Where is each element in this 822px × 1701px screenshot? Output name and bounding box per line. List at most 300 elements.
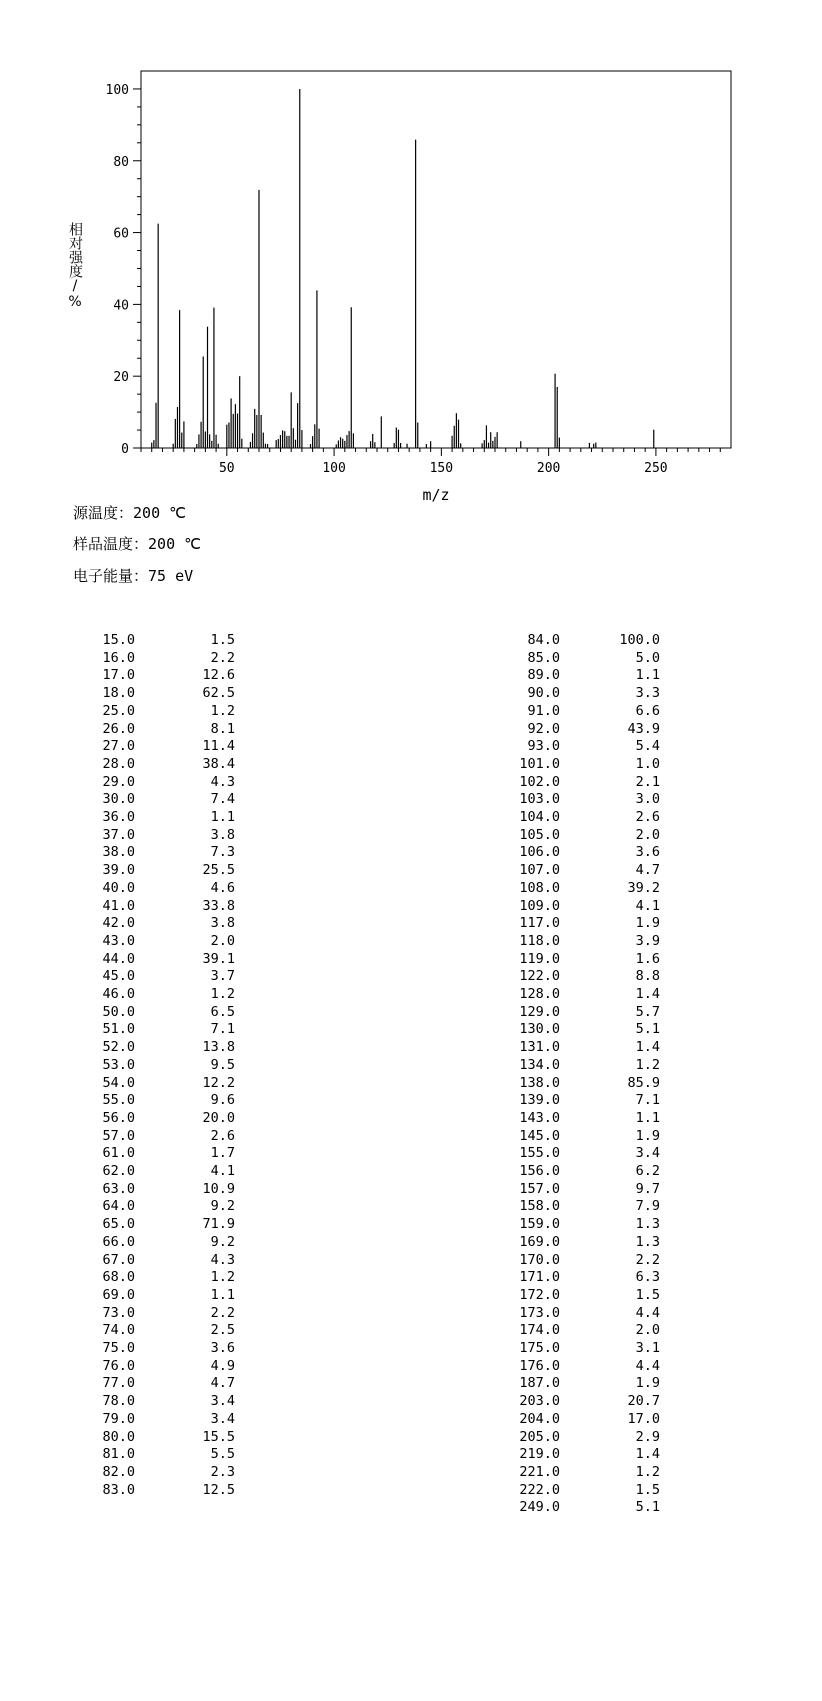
- intensity-value: 2.5: [210, 1322, 235, 1339]
- mz-value: 64.0: [102, 1198, 135, 1215]
- intensity-value: 3.4: [635, 1145, 660, 1162]
- table-row: [500, 915, 660, 933]
- mz-value: 90.0: [527, 685, 560, 702]
- table-row: [75, 667, 235, 685]
- intensity-value: 39.2: [627, 879, 660, 896]
- intensity-value: 3.9: [635, 932, 660, 949]
- mz-value: 27.0: [102, 738, 135, 755]
- intensity-value: 12.2: [202, 1074, 235, 1091]
- table-row: [75, 1252, 235, 1270]
- table-row: [500, 1269, 660, 1287]
- intensity-value: 4.3: [210, 773, 235, 790]
- table-row: [500, 1234, 660, 1252]
- x-tick-label: 200: [536, 461, 561, 476]
- mz-value: 134.0: [519, 1056, 560, 1073]
- sample-temperature-value: 200 ℃: [148, 535, 201, 553]
- intensity-value: 39.1: [202, 950, 235, 967]
- intensity-value: 1.5: [635, 1481, 660, 1498]
- intensity-value: 5.1: [635, 1499, 660, 1516]
- intensity-value: 100.0: [619, 632, 660, 648]
- mz-value: 80.0: [102, 1428, 135, 1445]
- table-row: [500, 880, 660, 898]
- intensity-value: 13.8: [202, 1039, 235, 1056]
- intensity-value: 1.1: [635, 667, 660, 684]
- table-row: [500, 721, 660, 739]
- table-row: [75, 703, 235, 721]
- mz-value: 158.0: [519, 1198, 560, 1215]
- table-row: [75, 898, 235, 916]
- intensity-value: 1.4: [635, 1446, 660, 1463]
- mz-value: 119.0: [519, 950, 560, 967]
- mz-value: 61.0: [102, 1145, 135, 1162]
- mass-spectrum-chart: [0, 0, 822, 510]
- table-row: [500, 844, 660, 862]
- intensity-value: 3.8: [210, 826, 235, 843]
- table-row: [75, 1482, 235, 1500]
- intensity-value: 20.0: [202, 1109, 235, 1126]
- intensity-value: 1.3: [635, 1233, 660, 1250]
- mz-value: 122.0: [519, 968, 560, 985]
- mz-value: 159.0: [519, 1216, 560, 1233]
- intensity-value: 3.0: [635, 791, 660, 808]
- intensity-value: 17.0: [627, 1410, 660, 1427]
- intensity-value: 9.6: [210, 1092, 235, 1109]
- mz-value: 18.0: [102, 685, 135, 702]
- x-tick-label: 150: [429, 461, 454, 476]
- electron-energy-value: 75 eV: [148, 567, 194, 585]
- intensity-value: 5.0: [635, 649, 660, 666]
- mz-value: 157.0: [519, 1180, 560, 1197]
- intensity-value: 5.4: [635, 738, 660, 755]
- intensity-value: 10.9: [202, 1180, 235, 1197]
- table-row: [500, 1446, 660, 1464]
- intensity-value: 2.2: [635, 1251, 660, 1268]
- table-row: [75, 791, 235, 809]
- intensity-value: 1.1: [210, 1286, 235, 1303]
- table-row: [500, 650, 660, 668]
- mz-value: 78.0: [102, 1393, 135, 1410]
- table-row: [500, 1110, 660, 1128]
- table-row: [500, 1358, 660, 1376]
- table-row: [75, 1393, 235, 1411]
- mz-value: 173.0: [519, 1304, 560, 1321]
- intensity-value: 9.5: [210, 1056, 235, 1073]
- table-row: [75, 738, 235, 756]
- table-row: [75, 1110, 235, 1128]
- table-row: [75, 1287, 235, 1305]
- intensity-value: 8.1: [210, 720, 235, 737]
- sample-temperature-label: 样品温度：: [73, 535, 149, 553]
- table-row: [75, 933, 235, 951]
- intensity-value: 1.2: [635, 1056, 660, 1073]
- mz-value: 156.0: [519, 1163, 560, 1179]
- intensity-value: 2.6: [210, 1127, 235, 1144]
- mz-value: 129.0: [519, 1003, 560, 1020]
- mz-value: 205.0: [519, 1428, 560, 1445]
- mz-value: 15.0: [102, 632, 135, 648]
- intensity-value: 11.4: [202, 738, 235, 755]
- sample-temperature: [73, 533, 201, 554]
- intensity-value: 9.2: [210, 1198, 235, 1215]
- mz-value: 172.0: [519, 1286, 560, 1303]
- table-row: [500, 1021, 660, 1039]
- intensity-value: 2.0: [210, 932, 235, 949]
- mz-value: 56.0: [102, 1109, 135, 1126]
- table-row: [75, 1145, 235, 1163]
- intensity-value: 6.5: [210, 1003, 235, 1020]
- intensity-value: 3.8: [210, 915, 235, 932]
- mz-value: 28.0: [102, 755, 135, 772]
- intensity-value: 3.6: [210, 1340, 235, 1356]
- mz-value: 76.0: [102, 1357, 135, 1374]
- table-row: [75, 1092, 235, 1110]
- table-row: [500, 756, 660, 774]
- intensity-value: 2.0: [635, 1322, 660, 1339]
- intensity-value: 12.6: [202, 667, 235, 684]
- intensity-value: 3.3: [635, 685, 660, 702]
- table-row: [500, 933, 660, 951]
- mz-value: 53.0: [102, 1056, 135, 1073]
- mz-value: 104.0: [519, 809, 560, 825]
- mz-value: 43.0: [102, 932, 135, 949]
- mz-value: 46.0: [102, 986, 135, 1002]
- table-row: [500, 809, 660, 827]
- table-row: [75, 1057, 235, 1075]
- intensity-value: 7.1: [210, 1021, 235, 1038]
- mz-value: 204.0: [519, 1410, 560, 1427]
- intensity-value: 1.9: [635, 1127, 660, 1144]
- electron-energy-label: 电子能量：: [73, 567, 149, 585]
- table-row: [500, 685, 660, 703]
- mz-value: 175.0: [519, 1340, 560, 1356]
- intensity-value: 12.5: [202, 1481, 235, 1498]
- intensity-value: 1.5: [635, 1286, 660, 1303]
- intensity-value: 2.1: [635, 773, 660, 790]
- table-row: [75, 915, 235, 933]
- intensity-value: 1.5: [210, 632, 235, 648]
- table-row: [500, 738, 660, 756]
- intensity-value: 1.2: [210, 986, 235, 1002]
- y-tick-label: 0: [121, 442, 129, 457]
- table-row: [500, 774, 660, 792]
- mz-value: 83.0: [102, 1481, 135, 1498]
- table-row: [75, 986, 235, 1004]
- mz-value: 84.0: [527, 632, 560, 648]
- mz-value: 174.0: [519, 1322, 560, 1339]
- table-row: [75, 880, 235, 898]
- intensity-value: 5.7: [635, 1003, 660, 1020]
- intensity-value: 38.4: [202, 755, 235, 772]
- y-tick-label: 60: [113, 226, 129, 242]
- mz-value: 249.0: [519, 1499, 560, 1516]
- intensity-value: 20.7: [627, 1393, 660, 1410]
- mz-value: 57.0: [102, 1127, 135, 1144]
- mz-value: 82.0: [102, 1463, 135, 1480]
- table-row: [500, 1092, 660, 1110]
- y-axis-label-group: [67, 221, 83, 310]
- mz-value: 30.0: [102, 791, 135, 808]
- y-axis-label: 相对强度/%: [67, 222, 83, 310]
- table-row: [500, 1287, 660, 1305]
- mz-value: 91.0: [527, 702, 560, 719]
- table-row: [75, 809, 235, 827]
- table-row: [500, 1252, 660, 1270]
- intensity-value: 4.1: [635, 897, 660, 914]
- intensity-value: 7.4: [210, 791, 235, 808]
- intensity-value: 25.5: [202, 862, 235, 879]
- mz-value: 65.0: [102, 1216, 135, 1233]
- table-row: [75, 1375, 235, 1393]
- mz-value: 40.0: [102, 879, 135, 896]
- mz-value: 138.0: [519, 1074, 560, 1091]
- mz-value: 16.0: [102, 649, 135, 666]
- mz-value: 44.0: [102, 950, 135, 967]
- intensity-value: 2.2: [210, 649, 235, 666]
- mz-value: 130.0: [519, 1021, 560, 1038]
- intensity-value: 1.6: [635, 950, 660, 967]
- mz-value: 169.0: [519, 1233, 560, 1250]
- table-row: [500, 827, 660, 845]
- mz-value: 106.0: [519, 844, 560, 861]
- plot-frame: [141, 71, 731, 448]
- table-row: [75, 632, 235, 650]
- table-row: [75, 968, 235, 986]
- intensity-value: 4.4: [635, 1357, 660, 1374]
- intensity-value: 3.1: [635, 1340, 660, 1356]
- mz-value: 17.0: [102, 667, 135, 684]
- mz-value: 26.0: [102, 720, 135, 737]
- intensity-value: 6.3: [635, 1269, 660, 1286]
- intensity-value: 3.4: [210, 1393, 235, 1410]
- intensity-value: 43.9: [627, 720, 660, 737]
- mz-value: 170.0: [519, 1251, 560, 1268]
- mz-value: 25.0: [102, 702, 135, 719]
- mz-value: 39.0: [102, 862, 135, 879]
- mz-value: 89.0: [527, 667, 560, 684]
- table-row: [500, 1216, 660, 1234]
- intensity-value: 9.2: [210, 1233, 235, 1250]
- intensity-value: 71.9: [202, 1216, 235, 1233]
- mz-value: 187.0: [519, 1375, 560, 1392]
- intensity-value: 9.7: [635, 1180, 660, 1197]
- intensity-value: 4.7: [210, 1375, 235, 1392]
- intensity-value: 7.3: [210, 844, 235, 861]
- intensity-value: 8.8: [635, 968, 660, 985]
- table-row: [500, 1004, 660, 1022]
- table-row: [500, 1322, 660, 1340]
- table-row: [500, 632, 660, 650]
- y-tick-label: 40: [113, 298, 129, 314]
- intensity-value: 2.2: [210, 1304, 235, 1321]
- mz-value: 102.0: [519, 773, 560, 790]
- table-row: [500, 1429, 660, 1447]
- intensity-value: 6.6: [635, 702, 660, 719]
- mz-value: 203.0: [519, 1393, 560, 1410]
- intensity-value: 2.3: [210, 1463, 235, 1480]
- table-row: [500, 898, 660, 916]
- table-row: [500, 951, 660, 969]
- intensity-value: 4.3: [210, 1251, 235, 1268]
- intensity-value: 1.1: [635, 1109, 660, 1126]
- mz-value: 219.0: [519, 1446, 560, 1463]
- mz-value: 77.0: [102, 1375, 135, 1392]
- table-row: [75, 1181, 235, 1199]
- mz-value: 68.0: [102, 1269, 135, 1286]
- peak-bars: [152, 89, 654, 448]
- table-row: [500, 1128, 660, 1146]
- mz-value: 29.0: [102, 773, 135, 790]
- electron-energy: [73, 565, 193, 586]
- table-row: [500, 968, 660, 986]
- y-axis: [106, 83, 141, 457]
- mz-value: 131.0: [519, 1039, 560, 1056]
- y-tick-label: 80: [113, 154, 129, 170]
- intensity-value: 1.0: [635, 755, 660, 772]
- intensity-value: 2.9: [635, 1428, 660, 1445]
- intensity-value: 62.5: [202, 685, 235, 702]
- table-row: [75, 1128, 235, 1146]
- mz-value: 85.0: [527, 649, 560, 666]
- source-temperature-label: 源温度：: [73, 504, 134, 522]
- table-row: [500, 1198, 660, 1216]
- table-row: [75, 685, 235, 703]
- table-row: [500, 986, 660, 1004]
- table-row: [500, 1464, 660, 1482]
- table-row: [75, 1322, 235, 1340]
- intensity-value: 1.2: [635, 1463, 660, 1480]
- x-axis-label: m/z: [422, 486, 450, 504]
- mz-value: 221.0: [519, 1463, 560, 1480]
- intensity-value: 2.0: [635, 826, 660, 843]
- intensity-value: 85.9: [627, 1074, 660, 1091]
- intensity-value: 6.2: [635, 1163, 660, 1179]
- source-temperature: [73, 502, 186, 523]
- table-row: [500, 1411, 660, 1429]
- mz-value: 79.0: [102, 1410, 135, 1427]
- intensity-value: 7.9: [635, 1198, 660, 1215]
- mz-value: 92.0: [527, 720, 560, 737]
- table-row: [75, 774, 235, 792]
- table-row: [75, 1163, 235, 1181]
- x-tick-label: 250: [644, 461, 668, 476]
- table-row: [75, 1234, 235, 1252]
- mz-value: 42.0: [102, 915, 135, 932]
- intensity-value: 1.9: [635, 1375, 660, 1392]
- mz-value: 41.0: [102, 897, 135, 914]
- mz-value: 55.0: [102, 1092, 135, 1109]
- x-tick-label: 50: [218, 461, 235, 476]
- mz-value: 36.0: [102, 809, 135, 825]
- table-row: [75, 1021, 235, 1039]
- table-row: [75, 1358, 235, 1376]
- table-row: [500, 1075, 660, 1093]
- mz-value: 81.0: [102, 1446, 135, 1463]
- table-row: [75, 721, 235, 739]
- table-row: [500, 1039, 660, 1057]
- mz-value: 155.0: [519, 1145, 560, 1162]
- intensity-value: 5.5: [210, 1446, 235, 1463]
- table-row: [500, 1482, 660, 1500]
- intensity-value: 4.6: [210, 879, 235, 896]
- table-row: [75, 1340, 235, 1358]
- table-row: [500, 862, 660, 880]
- mz-value: 50.0: [102, 1003, 135, 1020]
- intensity-value: 3.6: [635, 844, 660, 861]
- mz-value: 93.0: [527, 738, 560, 755]
- table-row: [500, 1393, 660, 1411]
- mz-value: 62.0: [102, 1163, 135, 1179]
- table-row: [75, 1429, 235, 1447]
- table-row: [500, 1057, 660, 1075]
- intensity-value: 15.5: [202, 1428, 235, 1445]
- table-row: [500, 791, 660, 809]
- intensity-value: 1.3: [635, 1216, 660, 1233]
- table-row: [75, 1464, 235, 1482]
- intensity-value: 1.4: [635, 1039, 660, 1056]
- table-row: [500, 1375, 660, 1393]
- table-row: [500, 1145, 660, 1163]
- x-tick-label: 100: [322, 461, 346, 476]
- mz-value: 139.0: [519, 1092, 560, 1109]
- intensity-value: 33.8: [202, 897, 235, 914]
- table-row: [75, 1075, 235, 1093]
- intensity-value: 4.7: [635, 862, 660, 879]
- mz-value: 67.0: [102, 1251, 135, 1268]
- mz-value: 145.0: [519, 1127, 560, 1144]
- table-row: [500, 1499, 660, 1517]
- intensity-value: 2.6: [635, 809, 660, 825]
- table-row: [75, 1411, 235, 1429]
- table-row: [75, 844, 235, 862]
- table-row: [75, 1004, 235, 1022]
- intensity-value: 1.2: [210, 1269, 235, 1286]
- intensity-value: 1.9: [635, 915, 660, 932]
- mz-value: 143.0: [519, 1109, 560, 1126]
- y-tick-label: 100: [105, 82, 129, 98]
- mz-value: 52.0: [102, 1039, 135, 1056]
- intensity-value: 3.7: [210, 968, 235, 985]
- mz-value: 51.0: [102, 1021, 135, 1038]
- table-row: [75, 756, 235, 774]
- mz-value: 37.0: [102, 826, 135, 843]
- table-row: [75, 862, 235, 880]
- table-row: [75, 951, 235, 969]
- mz-value: 66.0: [102, 1233, 135, 1250]
- table-row: [500, 703, 660, 721]
- intensity-value: 3.4: [210, 1410, 235, 1427]
- mz-value: 128.0: [519, 986, 560, 1002]
- table-row: [500, 1340, 660, 1358]
- table-row: [75, 827, 235, 845]
- x-axis: [141, 448, 720, 476]
- table-row: [500, 1181, 660, 1199]
- mz-value: 107.0: [519, 862, 560, 879]
- mz-value: 74.0: [102, 1322, 135, 1339]
- mz-value: 117.0: [519, 915, 560, 932]
- intensity-value: 1.7: [210, 1145, 235, 1162]
- table-row: [75, 1216, 235, 1234]
- mz-value: 108.0: [519, 879, 560, 896]
- intensity-value: 1.2: [210, 702, 235, 719]
- y-tick-label: 20: [113, 370, 129, 386]
- mz-value: 101.0: [519, 755, 560, 772]
- intensity-value: 1.4: [635, 986, 660, 1002]
- table-row: [500, 667, 660, 685]
- table-row: [75, 1305, 235, 1323]
- mz-value: 222.0: [519, 1481, 560, 1498]
- mz-value: 105.0: [519, 826, 560, 843]
- mz-value: 45.0: [102, 968, 135, 985]
